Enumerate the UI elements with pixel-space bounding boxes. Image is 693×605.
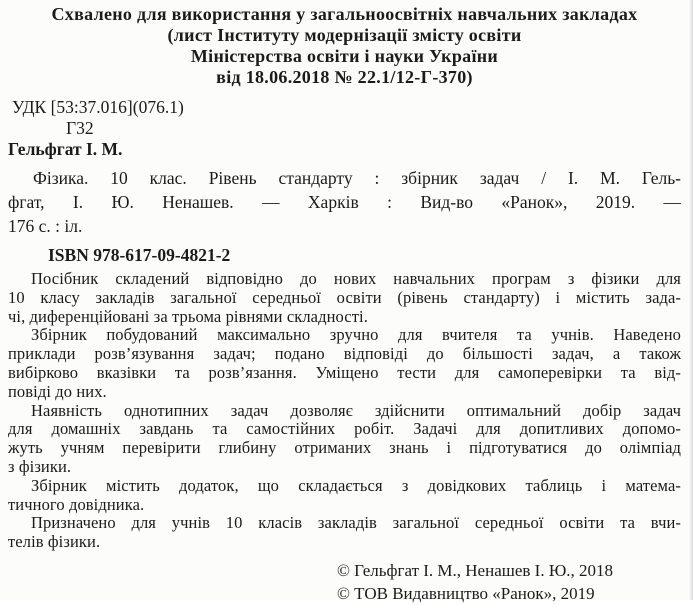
copyright-block [337, 559, 681, 605]
text-line: вибірково вказівки та розв’язання. Уміщено тести для самоперевірки та від- [8, 362, 681, 382]
text-line: Збірник містить додаток, що складається з довідкових таблиць і матема- [31, 475, 681, 495]
text-line: для домашніх завдань та самостійних робіт. Задачі для допитливих допомо- [8, 419, 681, 439]
text-line: жуть учням перевірити глибину отриманих знань і підготуватися до олімпіад [8, 438, 681, 458]
text-line: телів фізики. [8, 532, 101, 552]
annotation-paragraph [8, 402, 681, 477]
text-line: © Гельфгат І. М., Ненашев І. Ю., 2018 [337, 560, 614, 580]
author-sign: Г32 [66, 118, 94, 138]
text-line: 10 класу закладів загальної середньої освіти (рівень стандарту) і містить зада- [8, 287, 681, 307]
annotation [8, 270, 681, 552]
udc-number: УДК [53:37.016](076.1) [12, 97, 184, 117]
author-heading: Гельфгат І. М. [8, 139, 123, 159]
text-line: з фізики. [8, 456, 72, 476]
bibliographic-record [8, 166, 681, 238]
text-line: © ТОВ Видавництво «Ранок», 2019 [337, 583, 595, 603]
text-line: від 18.06.2018 № 22.1/12-Г-370) [216, 67, 473, 87]
isbn-number: ISBN 978-617-09-4821-2 [48, 245, 231, 265]
text-line: фгат, І. Ю. Ненашев. — Харків : Вид-во «Ранок», 2019. — [8, 192, 681, 212]
text-line: Наявність однотипних задач дозволяє здійснити оптимальний добір задач [31, 400, 681, 420]
text-line: Фізика. 10 клас. Рівень стандарту : збірник задач / І. М. Гель- [33, 168, 681, 188]
text-line: приклади розв’язування задач; подано відповіді до більшості задач, а також [8, 344, 681, 364]
text-line: 176 с. : іл. [8, 216, 83, 236]
annotation-paragraph [8, 326, 681, 401]
text-line: тичного довідника. [8, 494, 145, 514]
text-line: (лист Інституту модернізації змісту освіти [167, 25, 522, 45]
text-line: Призначено для учнів 10 класів закладів загальної середньої освіти та вчи- [31, 513, 681, 533]
text-line: Міністерства освіти і науки України [190, 46, 499, 66]
text-line: повіді до них. [8, 381, 107, 401]
annotation-paragraph [8, 270, 681, 326]
annotation-paragraph [8, 477, 681, 515]
text-line: Збірник побудований максимально зручно для вчителя та учнів. Наведено [31, 325, 681, 345]
text-line: Посібник складений відповідно до нових навчальних програм з фізики для [31, 269, 681, 288]
text-line: чі, диференційовані за трьома рівнями складності. [8, 306, 368, 326]
annotation-paragraph [8, 514, 681, 552]
text-line: Схвалено для використання у загальноосвітніх навчальних закладах [51, 4, 638, 24]
approval-note [8, 4, 681, 88]
cip-block [8, 97, 681, 160]
